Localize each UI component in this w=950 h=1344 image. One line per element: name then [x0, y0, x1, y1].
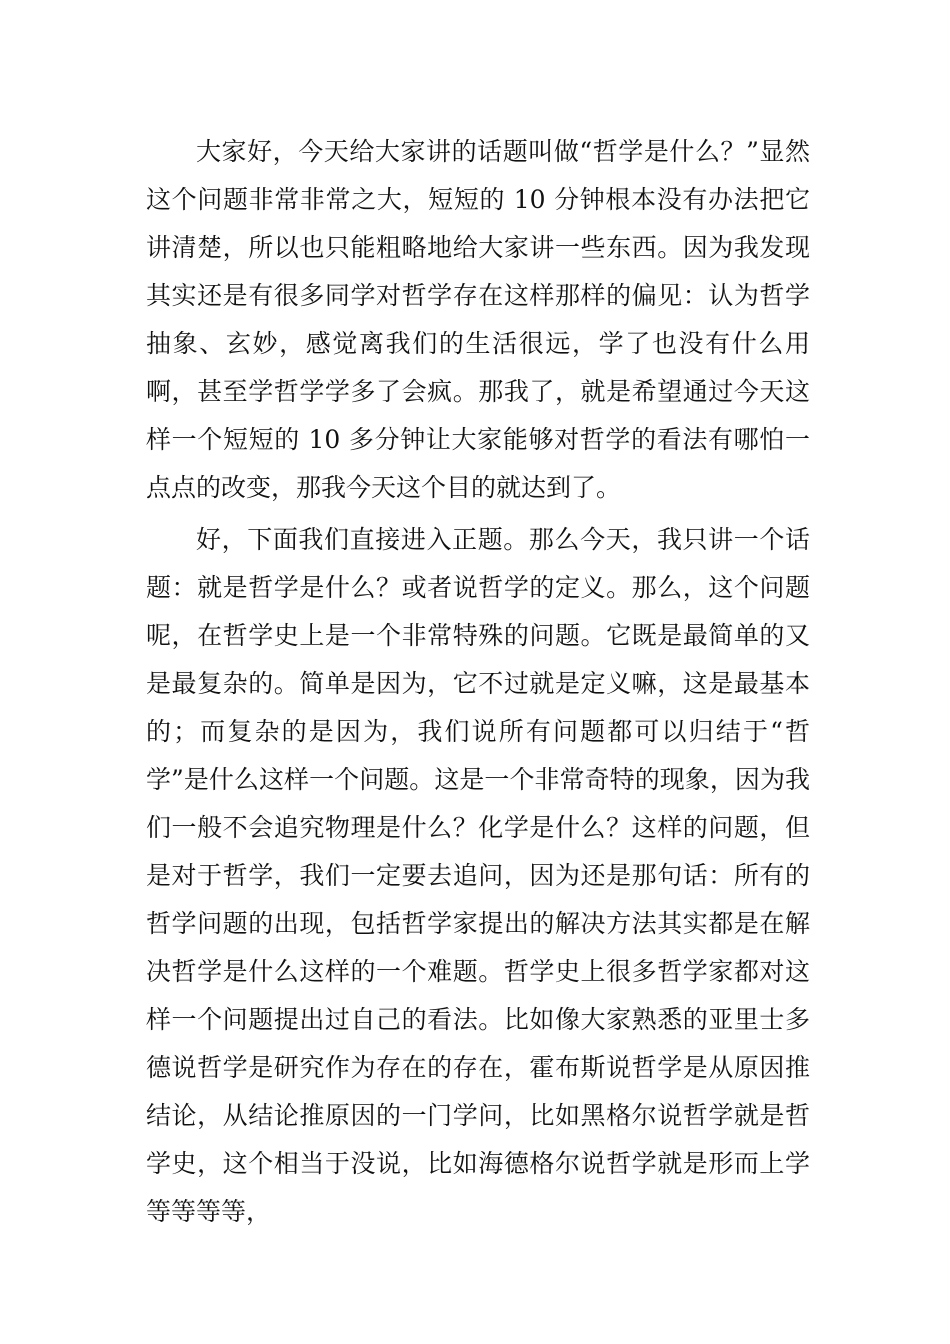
paragraph-1: 大家好，今天给大家讲的话题叫做“哲学是什么？”显然这个问题非常非常之大，短短的 10 分钟根本没有办法把它讲清楚，所以也只能粗略地给大家讲一些东西。因为我发现其实还是有很多同学对哲学存在这样那样的偏见：认为哲学抽象、玄妙，感觉离我们的生活很远，学了也没有什么用啊，甚至学哲学学多了会疯。那我了，就是希望通过今天这样一个短短的 10 多分钟让大家能够对哲学的看法有哪怕一点点的改变，那我今天这个目的就达到了。 [146, 137, 810, 502]
paragraph-2: 好，下面我们直接进入正题。那么今天，我只讲一个话题：就是哲学是什么？或者说哲学的定义。那么，这个问题呢，在哲学史上是一个非常特殊的问题。它既是最简单的又是最复杂的。简单是因为，它不过就是定义嘛，这是最基本的；而复杂的是因为，我们说所有问题都可以归结于“哲学”是什么这样一个问题。这是一个非常奇特的现象，因为我们一般不会追究物理是什么？化学是什么？这样的问题，但是对于哲学，我们一定要去追问，因为还是那句话：所有的哲学问题的出现，包括哲学家提出的解决方法其实都是在解决哲学是什么这样的一个难题。哲学史上很多哲学家都对这样一个问题提出过自己的看法。比如像大家熟悉的亚里士多德说哲学是研究作为存在的存在，霍布斯说哲学是从原因推结论，从结论推原因的一门学问，比如黑格尔说哲学就是哲学史，这个相当于没说，比如海德格尔说哲学就是形而上学等等等等， [146, 525, 810, 1226]
document-body [146, 128, 810, 1236]
